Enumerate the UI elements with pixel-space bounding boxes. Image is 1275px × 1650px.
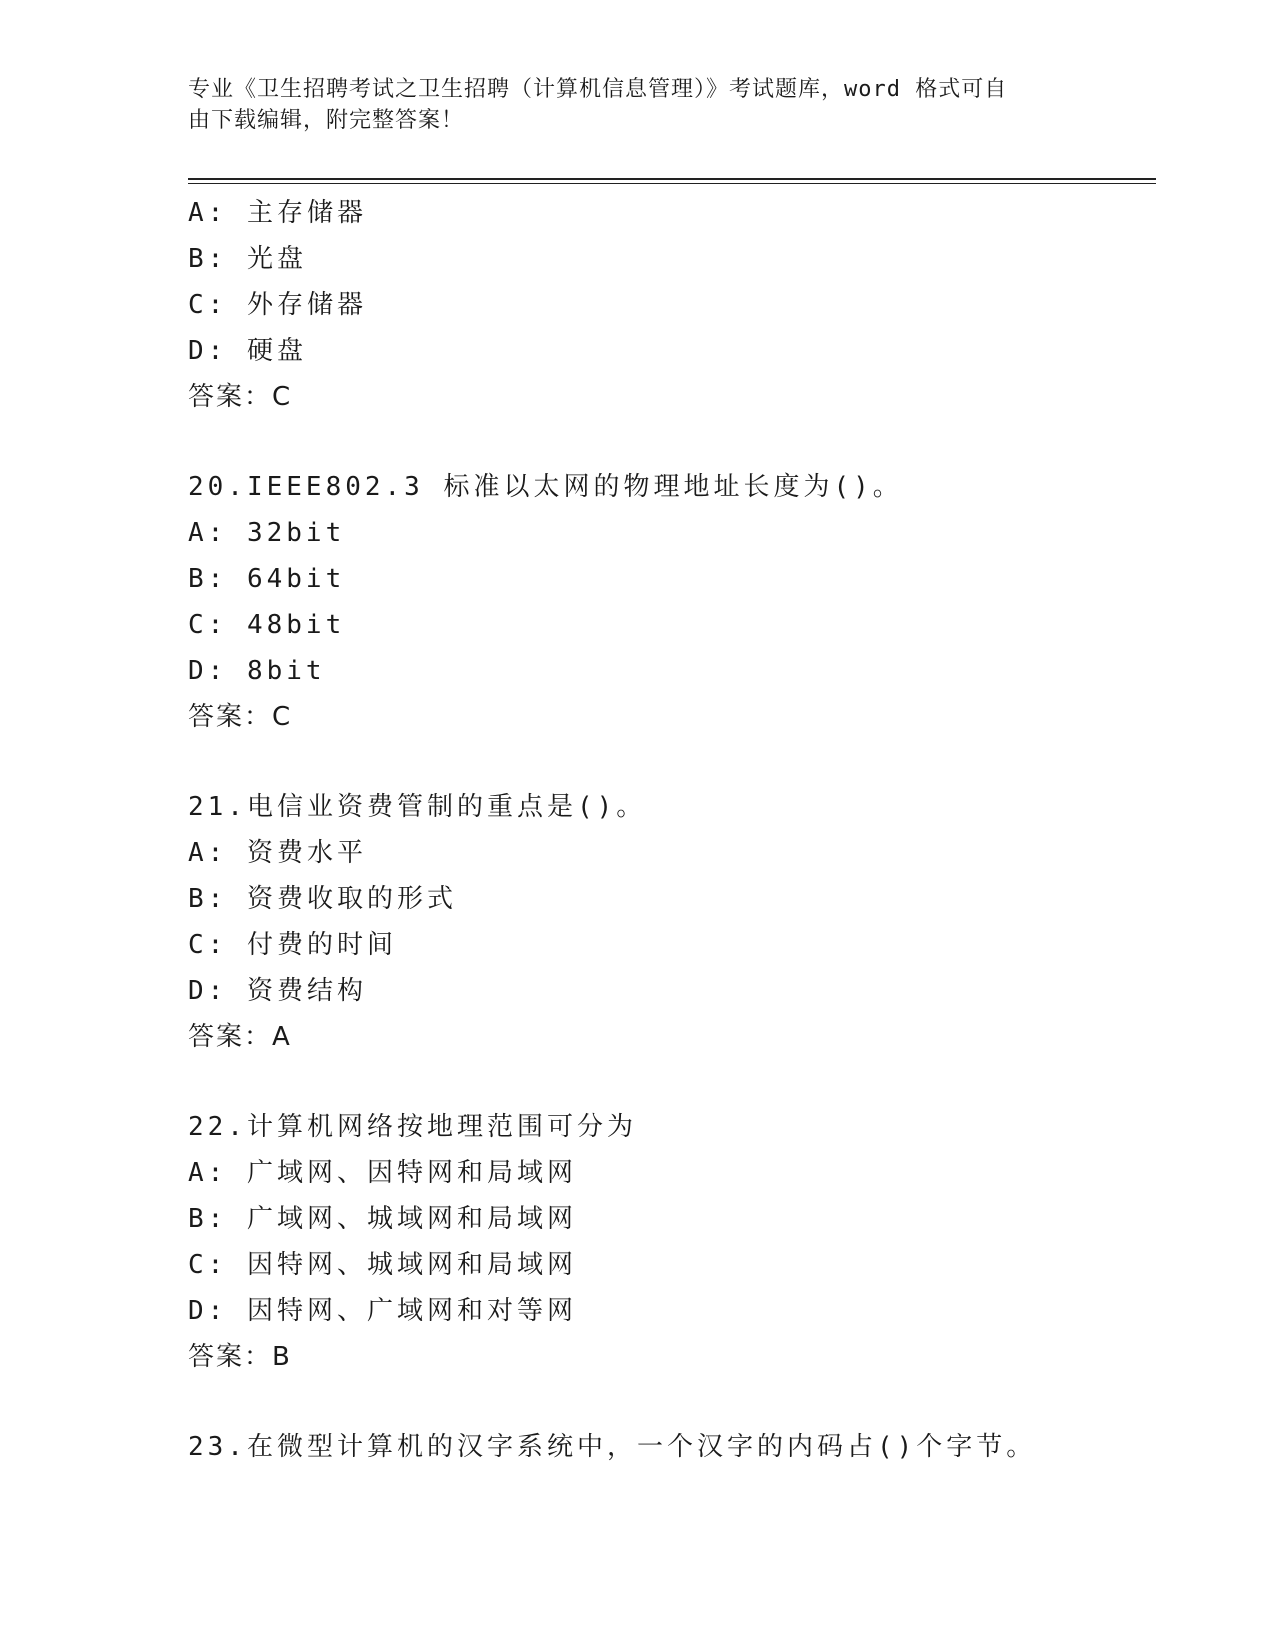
option-d: D: 因特网、广域网和对等网 [188, 1296, 577, 1326]
option-a: A: 资费水平 [188, 838, 367, 868]
option-d: D: 硬盘 [188, 336, 307, 366]
question-21 [188, 784, 1148, 1060]
option-c: C: 因特网、城域网和局域网 [188, 1250, 577, 1280]
answer: 答案：B [188, 1342, 292, 1372]
option-b: B: 广域网、城域网和局域网 [188, 1204, 577, 1234]
question-22 [188, 1104, 1148, 1380]
header-divider-thin [188, 183, 1156, 184]
header-line-1: 专业《卫生招聘考试之卫生招聘（计算机信息管理）》考试题库，word 格式可自 [188, 77, 1008, 102]
question-text: 20.IEEE802.3 标准以太网的物理地址长度为()。 [188, 472, 903, 502]
question-19-options [188, 190, 1148, 420]
document-header [188, 74, 1088, 136]
option-c: C: 48bit [188, 610, 346, 640]
question-text: 22.计算机网络按地理范围可分为 [188, 1112, 637, 1142]
header-line-2: 由下载编辑，附完整答案！ [188, 108, 465, 133]
answer: 答案：C [188, 382, 293, 412]
question-list [188, 190, 1148, 1470]
option-b: B: 64bit [188, 564, 346, 594]
question-23 [188, 1424, 1148, 1470]
option-a: A: 32bit [188, 518, 346, 548]
option-d: D: 资费结构 [188, 976, 367, 1006]
option-a: A: 广域网、因特网和局域网 [188, 1158, 577, 1188]
option-d: D: 8bit [188, 656, 326, 686]
option-c: C: 外存储器 [188, 290, 367, 320]
option-c: C: 付费的时间 [188, 930, 397, 960]
option-a: A: 主存储器 [188, 198, 367, 228]
question-text: 21.电信业资费管制的重点是()。 [188, 792, 647, 822]
answer: 答案：A [188, 1022, 292, 1052]
answer: 答案：C [188, 702, 293, 732]
option-b: B: 资费收取的形式 [188, 884, 457, 914]
option-b: B: 光盘 [188, 244, 307, 274]
header-divider-thick [188, 178, 1156, 180]
question-text: 23.在微型计算机的汉字系统中，一个汉字的内码占()个字节。 [188, 1432, 1037, 1462]
question-20 [188, 464, 1148, 740]
